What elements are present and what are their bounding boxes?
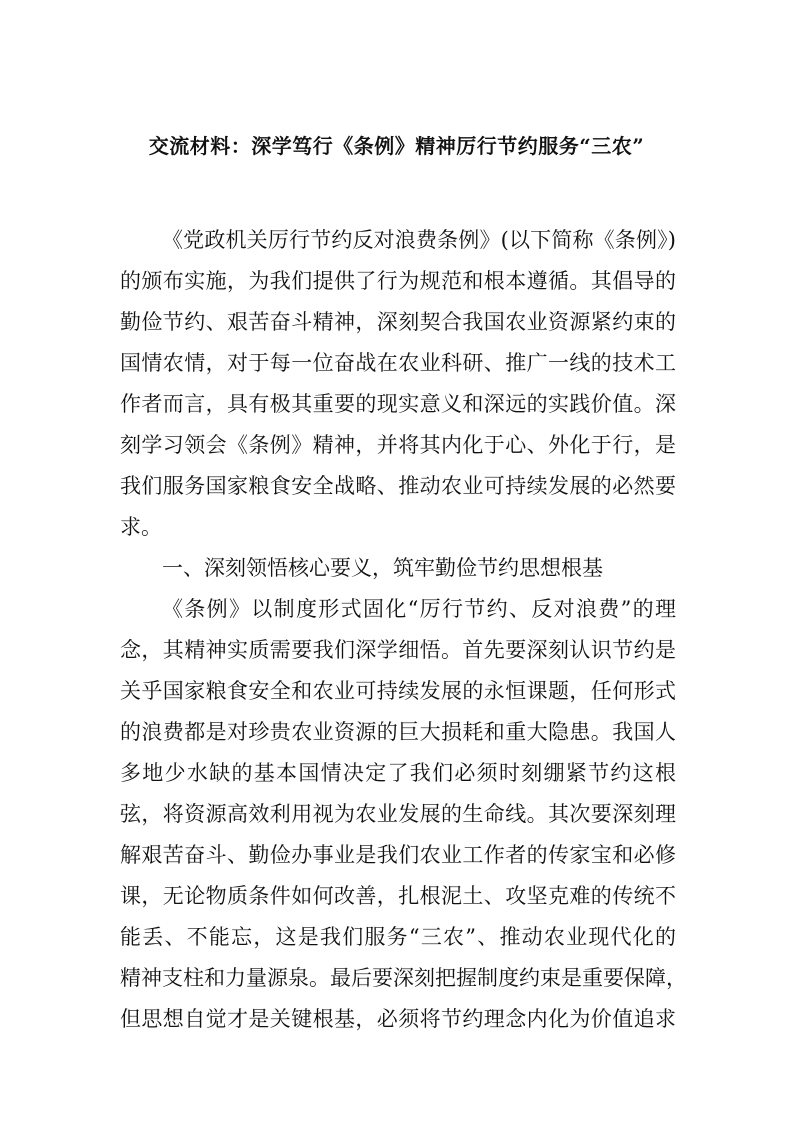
paragraph-line: 作者而言，具有极其重要的现实意义和深远的实践价值。深 <box>120 392 676 416</box>
document-title: 交流材料：深学笃行《条例》精神厉行节约服务“三农” <box>148 134 645 158</box>
paragraph-line: 《党政机关厉行节约反对浪费条例》(以下简称《条例》) <box>162 228 676 252</box>
section-heading: 一、深刻领悟核心要义，筑牢勤俭节约思想根基 <box>162 556 603 580</box>
paragraph-line: 能丢、不能忘，这是我们服务“三农”、推动农业现代化的 <box>120 925 676 949</box>
paragraph-line: 求。 <box>120 515 162 539</box>
paragraph-line: 我们服务国家粮食安全战略、推动农业可持续发展的必然要 <box>120 474 676 498</box>
paragraph-line: 解艰苦奋斗、勤俭办事业是我们农业工作者的传家宝和必修 <box>120 843 676 867</box>
paragraph-line: 刻学习领会《条例》精神，并将其内化于心、外化于行，是 <box>120 433 676 457</box>
paragraph-line: 的颁布实施，为我们提供了行为规范和根本遵循。其倡导的 <box>120 269 676 293</box>
paragraph-line: 精神支柱和力量源泉。最后要深刻把握制度约束是重要保障， <box>120 966 687 990</box>
paragraph-line: 多地少水缺的基本国情决定了我们必须时刻绷紧节约这根 <box>120 761 676 785</box>
paragraph-line: 关乎国家粮食安全和农业可持续发展的永恒课题，任何形式 <box>120 679 676 703</box>
paragraph-line: 但思想自觉才是关键根基，必须将节约理念内化为价值追求 <box>120 1007 676 1031</box>
paragraph-line: 的浪费都是对珍贵农业资源的巨大损耗和重大隐患。我国人 <box>120 720 676 744</box>
paragraph-line: 念，其精神实质需要我们深学细悟。首先要深刻认识节约是 <box>120 638 676 662</box>
paragraph-line: 勤俭节约、艰苦奋斗精神，深刻契合我国农业资源紧约束的 <box>120 310 676 334</box>
paragraph-line: 国情农情，对于每一位奋战在农业科研、推广一线的技术工 <box>120 351 676 375</box>
paragraph-line: 课，无论物质条件如何改善，扎根泥土、攻坚克难的传统不 <box>120 884 676 908</box>
paragraph-line: 弦，将资源高效利用视为农业发展的生命线。其次要深刻理 <box>120 802 676 826</box>
paragraph-line: 《条例》以制度形式固化“厉行节约、反对浪费”的理 <box>162 597 676 621</box>
document-body <box>120 220 687 1040</box>
